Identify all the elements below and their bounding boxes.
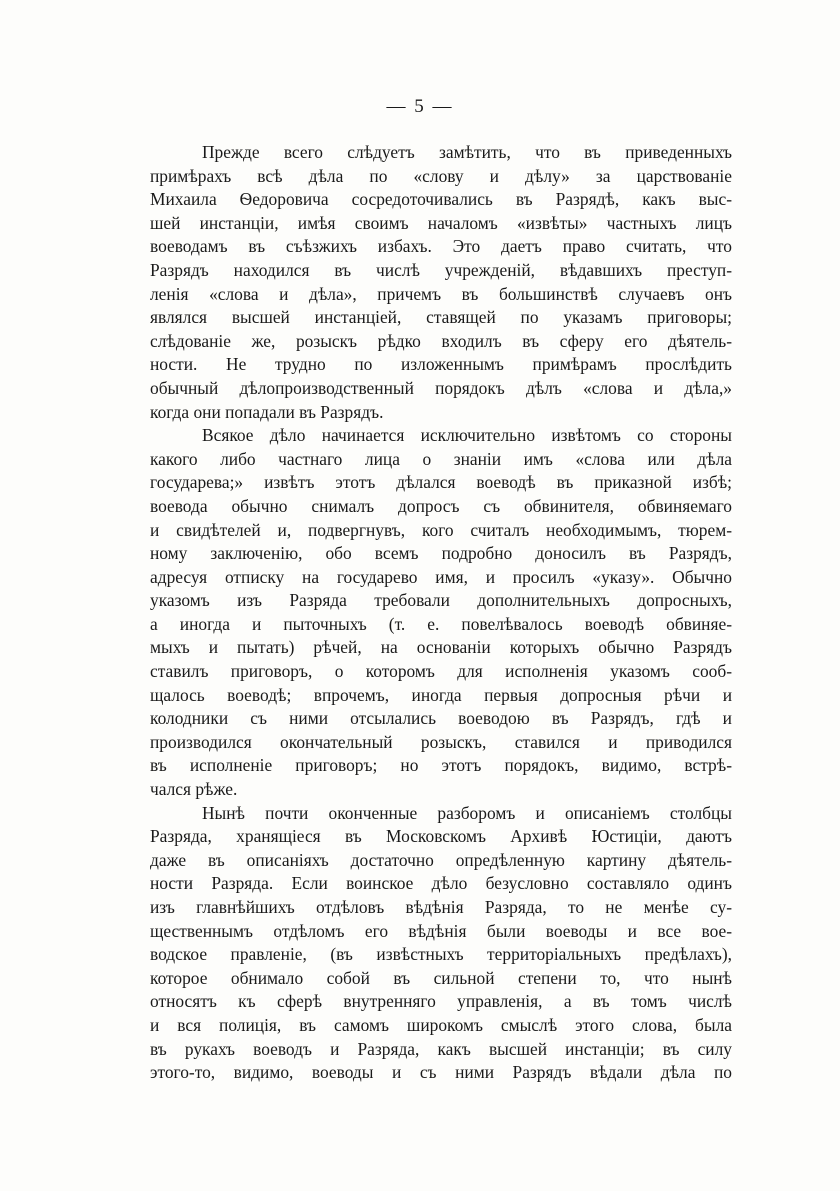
- text-line: и вся полиція, въ самомъ широкомъ смыслѣ этого слова, была: [150, 1014, 732, 1035]
- text-line: водское правленіе, (въ извѣстныхъ территоріальныхъ предѣлахъ),: [150, 944, 732, 965]
- text-line: щественнымъ отдѣломъ его вѣдѣнія были воеводы и все вое-: [150, 920, 732, 941]
- text-line: Михаила Ѳедоровича сосредоточивались въ Разрядѣ, какъ выс-: [150, 189, 732, 210]
- text-line: чался рѣже.: [150, 779, 238, 800]
- text-line: относятъ къ сферѣ внутренняго управленія, а въ томъ числѣ: [150, 991, 732, 1012]
- text-line: мыхъ и пытать) рѣчей, на основаніи которыхъ обычно Разрядъ: [150, 637, 732, 658]
- text-line: этого-то, видимо, воеводы и съ ними Разрядъ вѣдали дѣла по: [150, 1062, 732, 1083]
- text-line: указомъ изъ Разряда требовали дополнительныхъ допросныхъ,: [150, 590, 732, 611]
- text-line: которое обнимало собой въ сильной степени то, что нынѣ: [150, 967, 732, 988]
- text-line: воевода обычно снималъ допросъ съ обвинителя, обвиняемаго: [150, 495, 732, 516]
- text-line: производился окончательный розыскъ, ставился и приводился: [150, 731, 732, 752]
- text-line: а иногда и пыточныхъ (т. е. повелѣвалось воеводѣ обвиняе-: [150, 613, 732, 634]
- text-line: являлся высшей инстанціей, ставящей по указамъ приговоры;: [150, 307, 732, 328]
- text-line: ленія «слова и дѣла», причемъ въ большинствѣ случаевъ онъ: [150, 283, 732, 304]
- text-line: Прежде всего слѣдуетъ замѣтить, что въ приведенныхъ: [202, 142, 732, 162]
- text-line: Всякое дѣло начинается исключительно извѣтомъ со стороны: [202, 425, 732, 446]
- text-line: Нынѣ почти оконченные разборомъ и описаніемъ столбцы: [202, 802, 732, 823]
- text-line: въ исполненіе приговоръ; но этотъ порядокъ, видимо, встрѣ-: [150, 755, 732, 776]
- text-line: адресуя отписку на государево имя, и просилъ «указу». Обычно: [150, 566, 732, 587]
- text-line: слѣдованіе же, розыскъ рѣдко входилъ въ сферу его дѣятель-: [150, 330, 732, 351]
- text-line: Разряда, хранящіеся въ Московскомъ Архивѣ Юстиціи, даютъ: [150, 826, 732, 847]
- text-line: и свидѣтелей и, подвергнувъ, кого считалъ необходимымъ, тюрем-: [150, 519, 732, 540]
- text-line: воеводамъ въ съѣзжихъ избахъ. Это даетъ право считать, что: [150, 236, 732, 257]
- text-line: изъ главнѣйшихъ отдѣловъ вѣдѣнія Разряда, то не менѣе су-: [150, 897, 732, 917]
- text-line: колодники съ ними отсылались воеводою въ Разрядъ, гдѣ и: [150, 708, 732, 729]
- text-line: Разрядъ находился въ числѣ учрежденій, вѣдавшихъ преступ-: [150, 259, 732, 280]
- text-line: шей инстанціи, имѣя своимъ началомъ «извѣты» частныхъ лицъ: [150, 212, 732, 233]
- text-line: государева;» извѣтъ этотъ дѣлался воеводѣ въ приказной избѣ;: [150, 472, 732, 493]
- text-line: ному заключенію, обо всемъ подробно доносилъ въ Разрядъ,: [150, 543, 732, 564]
- page-number-header: — 5 —: [386, 96, 454, 117]
- text-line: ности. Не трудно по изложеннымъ примѣрамъ прослѣдить: [150, 354, 732, 375]
- text-line: въ рукахъ воеводъ и Разряда, какъ высшей инстанціи; въ силу: [150, 1038, 732, 1059]
- text-line: когда они попадали въ Разрядъ.: [150, 401, 384, 422]
- text-line: какого либо частнаго лица о знаніи имъ «слова или дѣла: [150, 448, 732, 469]
- text-line: примѣрахъ всѣ дѣла по «слову и дѣлу» за царствованіе: [150, 165, 732, 186]
- text-line: даже въ описаніяхъ достаточно опредѣленную картину дѣятель-: [150, 849, 732, 870]
- text-line: щалось воеводѣ; впрочемъ, иногда первыя допросныя рѣчи и: [150, 684, 732, 705]
- body-text: [150, 141, 732, 1085]
- text-line: ставилъ приговоръ, о которомъ для исполненія указомъ сооб-: [150, 661, 732, 682]
- text-line: ности Разряда. Если воинское дѣло безусловно составляло одинъ: [150, 873, 732, 894]
- text-line: обычный дѣлопроизводственный порядокъ дѣлъ «слова и дѣла,»: [150, 377, 732, 398]
